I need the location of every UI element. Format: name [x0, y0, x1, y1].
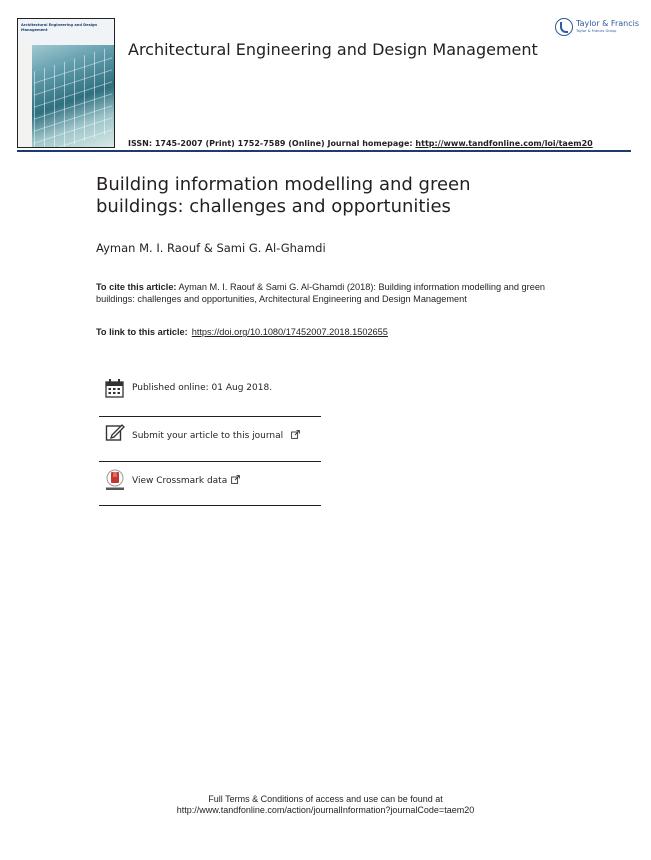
link-label: To link to this article:	[96, 327, 188, 337]
submit-article-row[interactable]	[99, 423, 321, 447]
submit-edit-icon	[105, 423, 125, 443]
footer-terms-link[interactable]: http://www.tandfonline.com/action/journalInformation?journalCode=taem20	[176, 805, 475, 815]
article-authors: Ayman M. I. Raouf & Sami G. Al-Ghamdi	[96, 241, 326, 255]
cite-label: To cite this article:	[96, 282, 177, 292]
info-divider	[99, 416, 321, 417]
article-title: Building information modelling and green buildings: challenges and opportunities	[96, 174, 471, 217]
citation-block	[96, 281, 566, 306]
info-divider	[99, 461, 321, 462]
doi-link[interactable]: https://doi.org/10.1080/17452007.2018.1502655	[191, 327, 388, 337]
external-link-icon	[231, 475, 240, 484]
journal-cover-image	[17, 18, 115, 148]
cover-title: Architectural Engineering and Design Management	[21, 23, 98, 32]
taylor-francis-logo-icon	[555, 18, 573, 36]
footer-line-1: Full Terms & Conditions of access and use can be found at	[208, 794, 443, 804]
publisher-name: Taylor & Francis	[576, 19, 639, 28]
publisher-group: Taylor & Francis Group	[576, 29, 617, 33]
journal-title: Architectural Engineering and Design Management	[128, 40, 538, 59]
crossmark-link[interactable]: View Crossmark data	[132, 475, 240, 486]
taylor-francis-logo[interactable]	[555, 18, 639, 40]
issn-line	[128, 139, 593, 148]
published-online-row	[99, 378, 321, 402]
cite-text: Ayman M. I. Raouf & Sami G. Al-Ghamdi (2018): Building information modelling and green buildings: challenges and opportunities, Architectural Engineering and Design Management	[96, 282, 546, 305]
published-online-text: Published online: 01 Aug 2018.	[132, 383, 273, 393]
external-link-icon	[291, 430, 300, 439]
footer-terms	[0, 794, 651, 816]
crossmark-icon	[105, 469, 125, 492]
calendar-icon	[105, 378, 124, 398]
header-divider	[17, 150, 631, 152]
article-link-line	[96, 327, 388, 337]
journal-homepage-link[interactable]: http://www.tandfonline.com/loi/taem20	[415, 139, 593, 148]
info-divider	[99, 505, 321, 506]
submit-article-link[interactable]: Submit your article to this journal	[132, 430, 300, 441]
issn-text: ISSN: 1745-2007 (Print) 1752-7589 (Online) Journal homepage:	[128, 139, 416, 148]
crossmark-row[interactable]	[99, 469, 321, 493]
